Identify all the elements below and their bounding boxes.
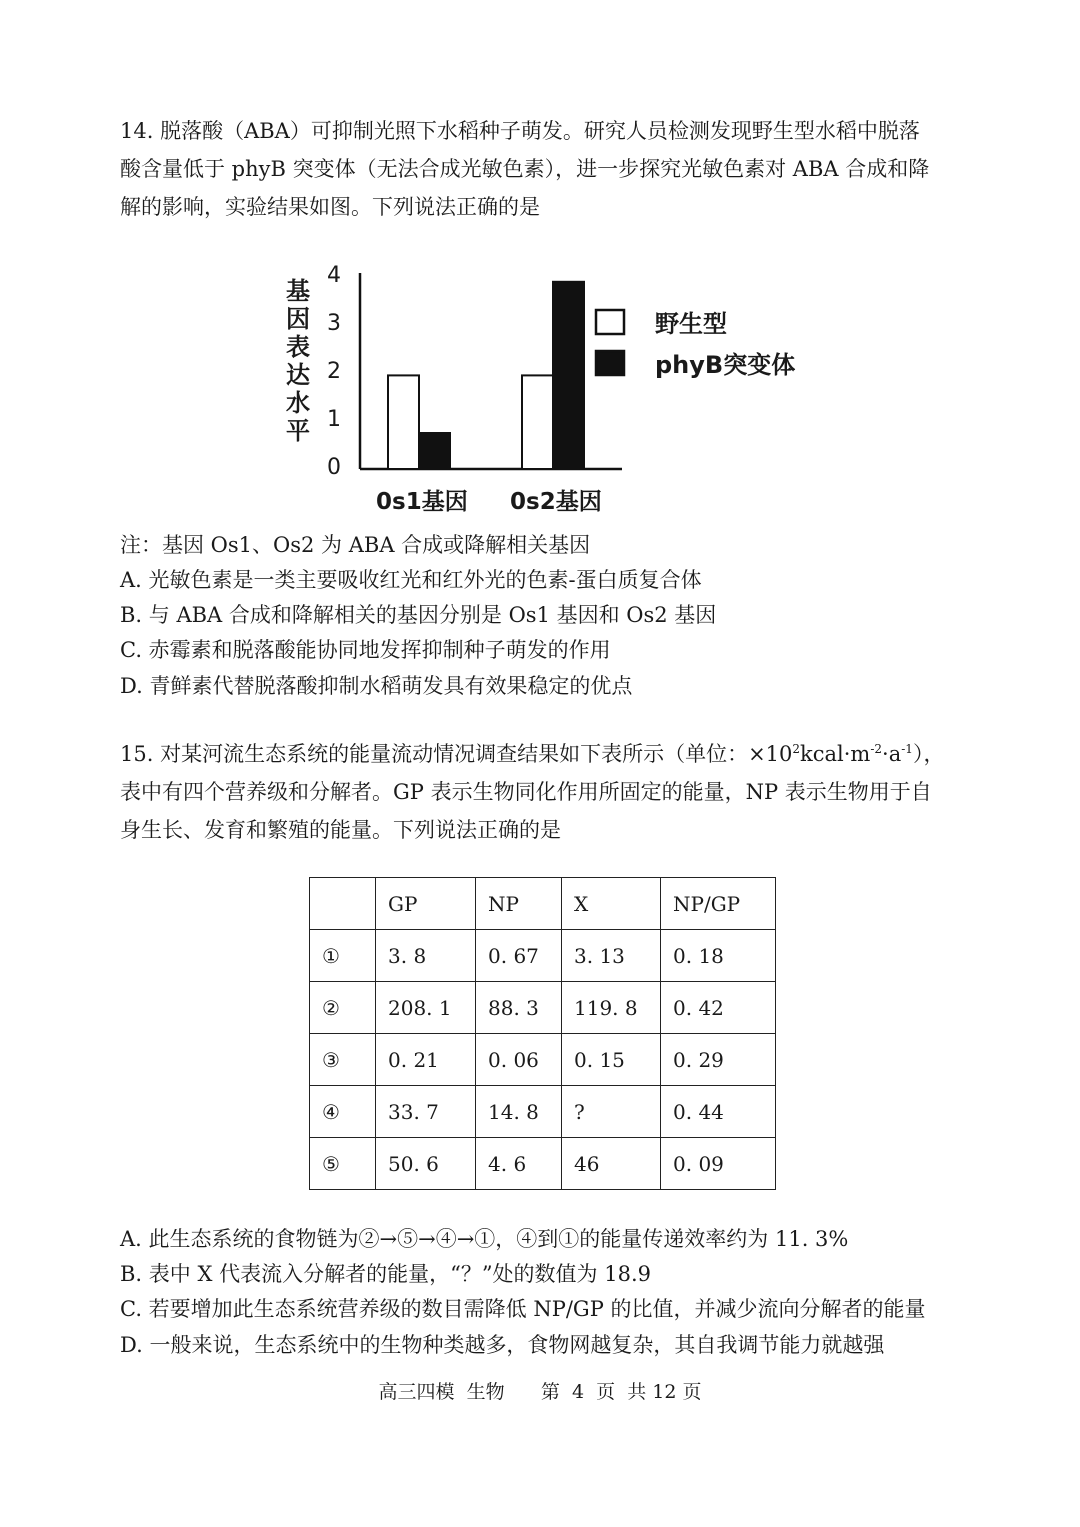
table-cell: 0. 42 [661,982,776,1034]
table-cell: 88. 3 [476,982,562,1034]
bar-wild-type-1 [388,375,419,469]
question-15-stem [120,735,980,849]
q14-option-d: D. 青鲜素代替脱落酸抑制水稻萌发具有效果稳定的优点 [120,674,633,698]
q14-note: 注：基因 Os1、Os2 为 ABA 合成或降解相关基因 [120,533,591,557]
table-cell: 50. 6 [376,1138,476,1190]
table-header-cell [310,878,376,930]
table-cell: 3. 8 [376,930,476,982]
table-header-cell: X [562,878,661,930]
gene-expression-bar-chart [270,255,830,525]
y-axis-label-char: 平 [286,417,310,445]
q15-exp-3: -1 [901,742,913,756]
table-cell: 0. 09 [661,1138,776,1190]
question-14-stem [120,112,980,226]
q14-line-1: 14. 脱落酸（ABA）可抑制光照下水稻种子萌发。研究人员检测发现野生型水稻中脱落 [120,119,920,143]
q15-exp-2: -2 [870,742,883,756]
y-tick-label: 0 [327,455,341,480]
q14-option-c: C. 赤霉素和脱落酸能协同地发挥抑制种子萌发的作用 [120,638,611,662]
q14-option-a: A. 光敏色素是一类主要吸收红光和红外光的色素-蛋白质复合体 [120,568,702,592]
x-category-label: 0s2基因 [510,489,602,515]
table-cell: 0. 21 [376,1034,476,1086]
table-cell: 0. 67 [476,930,562,982]
y-tick-label: 2 [327,359,341,384]
table-cell: 208. 1 [376,982,476,1034]
table-cell: 14. 8 [476,1086,562,1138]
q15-option-b: B. 表中 X 代表流入分解者的能量，“？”处的数值为 18.9 [120,1262,651,1286]
q15-line-3: 身生长、发育和繁殖的能量。下列说法正确的是 [120,818,561,842]
table-row [310,1138,776,1190]
q14-line-3: 解的影响，实验结果如图。下列说法正确的是 [120,195,540,219]
y-tick-label: 1 [327,407,341,432]
page-footer: 高三四模 生物 第 4 页 共 12 页 [378,1381,702,1403]
table-row [310,1034,776,1086]
table-header-row [310,878,776,930]
table-cell: ③ [310,1034,376,1086]
q15-option-a: A. 此生态系统的食物链为②→⑤→④→①，④到①的能量传递效率约为 11. 3% [120,1227,849,1251]
table-header-cell: NP/GP [661,878,776,930]
table-cell: 0. 18 [661,930,776,982]
bar-phyb-mutant-1 [419,433,450,469]
table-row [310,930,776,982]
y-tick-label: 3 [327,311,341,336]
table-row [310,1086,776,1138]
y-axis-label-char: 表 [286,333,310,361]
energy-flow-table [309,877,776,1190]
table-cell: ⑤ [310,1138,376,1190]
x-category-label: 0s1基因 [376,489,468,515]
table-cell: 46 [562,1138,661,1190]
q15-unit-a: kcal·m [800,742,871,766]
table-cell: ② [310,982,376,1034]
y-axis-label-char: 达 [286,361,310,389]
q15-line-1-end: ）， [912,742,945,766]
q15-line-1-text: 15. 对某河流生态系统的能量流动情况调查结果如下表所示（单位：×10 [120,742,793,766]
legend-label: phyB突变体 [655,351,796,379]
table-cell: ① [310,930,376,982]
table-header-cell: GP [376,878,476,930]
q14-line-2: 酸含量低于 phyB 突变体（无法合成光敏色素），进一步探究光敏色素对 ABA 合成和降 [120,157,930,181]
table-cell: 4. 6 [476,1138,562,1190]
legend-label: 野生型 [655,310,727,338]
table-cell: 0. 15 [562,1034,661,1086]
q15-line-1 [120,735,980,773]
table-cell: 0. 44 [661,1086,776,1138]
bar-phyb-mutant-2 [553,282,584,469]
q14-option-b: B. 与 ABA 合成和降解相关的基因分别是 Os1 基因和 Os2 基因 [120,603,717,627]
q15-option-c: C. 若要增加此生态系统营养级的数目需降低 NP/GP 的比值，并减少流向分解者的能量 [120,1297,926,1321]
legend-swatch [596,310,624,334]
y-axis-label-char: 水 [286,389,310,417]
y-axis-label-char: 基 [286,277,310,305]
table-cell: 0. 29 [661,1034,776,1086]
table-header-cell: NP [476,878,562,930]
table-cell: 0. 06 [476,1034,562,1086]
y-axis-label-char: 因 [286,305,310,333]
table-cell: ④ [310,1086,376,1138]
legend-swatch [596,351,624,375]
q15-line-2: 表中有四个营养级和分解者。GP 表示生物同化作用所固定的能量，NP 表示生物用于自 [120,780,932,804]
table-cell: 33. 7 [376,1086,476,1138]
table-cell: ? [562,1086,661,1138]
table-cell: 119. 8 [562,982,661,1034]
table-row [310,982,776,1034]
q15-option-d: D. 一般来说，生态系统中的生物种类越多，食物网越复杂，其自我调节能力就越强 [120,1333,885,1357]
q15-exp-1: 2 [792,742,801,756]
table-cell: 3. 13 [562,930,661,982]
q15-unit-b: ·a [882,742,902,766]
table-body [310,878,776,1190]
bar-wild-type-2 [522,375,553,469]
y-tick-label: 4 [327,263,341,288]
